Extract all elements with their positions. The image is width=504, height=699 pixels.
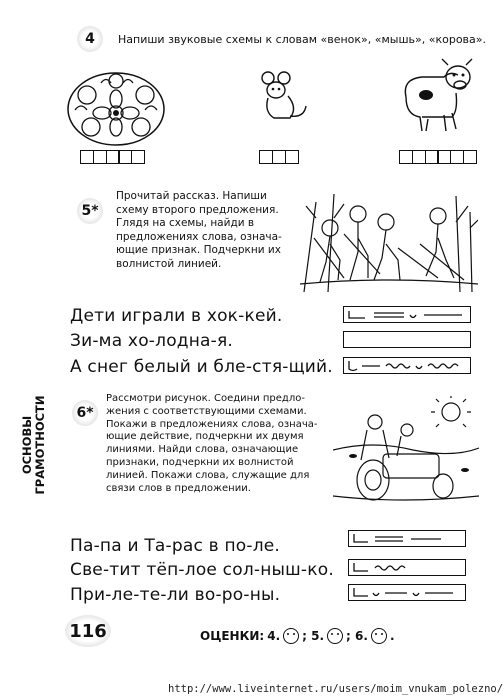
sidebar-section-label bbox=[14, 385, 54, 505]
task-6-line: линией. Покажи слова, служащие для bbox=[106, 469, 310, 481]
task-6-schema-2[interactable] bbox=[348, 559, 466, 576]
sidebar-line-2: ГРАМОТНОСТИ bbox=[33, 395, 47, 495]
task-5-line: Прочитай рассказ. Напиши bbox=[116, 190, 267, 202]
task-6-sentence-1[interactable]: Па-па и Та-рас в по-ле. bbox=[70, 536, 281, 556]
grade-6-label: ; 6. bbox=[346, 629, 368, 643]
sound-scheme-korova[interactable] bbox=[399, 150, 476, 164]
footer-url: http://www.liveinternet.ru/users/moim_vnukam_polezno/ bbox=[168, 683, 504, 695]
smiley-face-icon[interactable] bbox=[371, 628, 387, 644]
task-6-sentence-3[interactable]: При-ле-те-ли во-ро-ны. bbox=[70, 585, 281, 605]
task-5-sentence-2: Зи-ма хо-лодна-я. bbox=[70, 331, 234, 351]
task-6-instruction bbox=[106, 393, 328, 495]
task-5-sentence-3: А снег белый и бле-стя-щий. bbox=[70, 357, 333, 377]
task-5-line: предложениях слова, означа- bbox=[116, 230, 282, 243]
cow-illustration bbox=[400, 55, 478, 135]
mouse-illustration bbox=[258, 70, 310, 126]
grade-4-label: 4. bbox=[267, 629, 281, 643]
task-5-line: ющие признак. Подчеркни их bbox=[116, 244, 281, 256]
grades-end: . bbox=[389, 629, 395, 643]
task-5-instruction bbox=[116, 190, 282, 271]
smiley-face-icon[interactable] bbox=[283, 628, 299, 644]
page-number: 116 bbox=[65, 615, 111, 647]
schema-marks bbox=[349, 585, 465, 600]
schema-marks bbox=[344, 307, 470, 322]
task-6-line: признаки, подчеркни их волнистой bbox=[106, 456, 294, 468]
task-6-sentence-2[interactable]: Све-тит тёп-лое сол-ныш-ко. bbox=[70, 560, 334, 580]
task-5-schema-3 bbox=[343, 357, 471, 374]
task-5-line: схему второго предложения. bbox=[116, 203, 279, 216]
schema-marks bbox=[349, 531, 465, 546]
task-6-line: Рассмотри рисунок. Соедини предло- bbox=[106, 393, 305, 404]
task-6-line: ющие действие, подчеркни их двумя bbox=[106, 431, 304, 443]
task-5-number: 5* bbox=[77, 198, 103, 224]
smiley-face-icon[interactable] bbox=[327, 628, 343, 644]
hockey-players-illustration bbox=[300, 188, 478, 292]
sound-scheme-venok[interactable] bbox=[80, 150, 144, 164]
flower-bouquet-illustration bbox=[65, 65, 167, 147]
tractor-illustration bbox=[333, 396, 479, 508]
task-6-number: 6* bbox=[72, 400, 98, 426]
task-4-number: 4 bbox=[77, 26, 103, 52]
grade-5-label: ; 5. bbox=[302, 629, 325, 643]
task-5-schema-2[interactable] bbox=[343, 331, 471, 348]
schema-marks bbox=[344, 358, 470, 373]
task-6-line: жения с соответствующими схемами. bbox=[106, 405, 307, 417]
task-5-line: Глядя на схемы, найди в bbox=[116, 217, 255, 229]
task-6-line: линиями. Найди слова, означающие bbox=[106, 444, 299, 456]
task-6-schema-3[interactable] bbox=[348, 584, 466, 601]
task-5-schema-1 bbox=[343, 306, 471, 323]
sound-scheme-mysh[interactable] bbox=[259, 150, 297, 164]
grades-line bbox=[200, 628, 395, 644]
task-6-line: Покажи в предложениях слова, означа- bbox=[106, 418, 318, 430]
task-4-instruction: Напиши звуковые схемы к словам «венок», «мышь», «корова». bbox=[118, 33, 487, 46]
task-5-sentence-1: Дети играли в хок-кей. bbox=[70, 306, 283, 326]
schema-marks bbox=[349, 560, 465, 575]
task-5-line: волнистой линией. bbox=[116, 257, 222, 270]
task-6-schema-1[interactable] bbox=[348, 530, 466, 547]
grades-label: ОЦЕНКИ: bbox=[200, 629, 265, 643]
sidebar-line-1: ОСНОВЫ bbox=[20, 415, 34, 475]
task-6-line: связи слов в предложении. bbox=[106, 482, 251, 494]
